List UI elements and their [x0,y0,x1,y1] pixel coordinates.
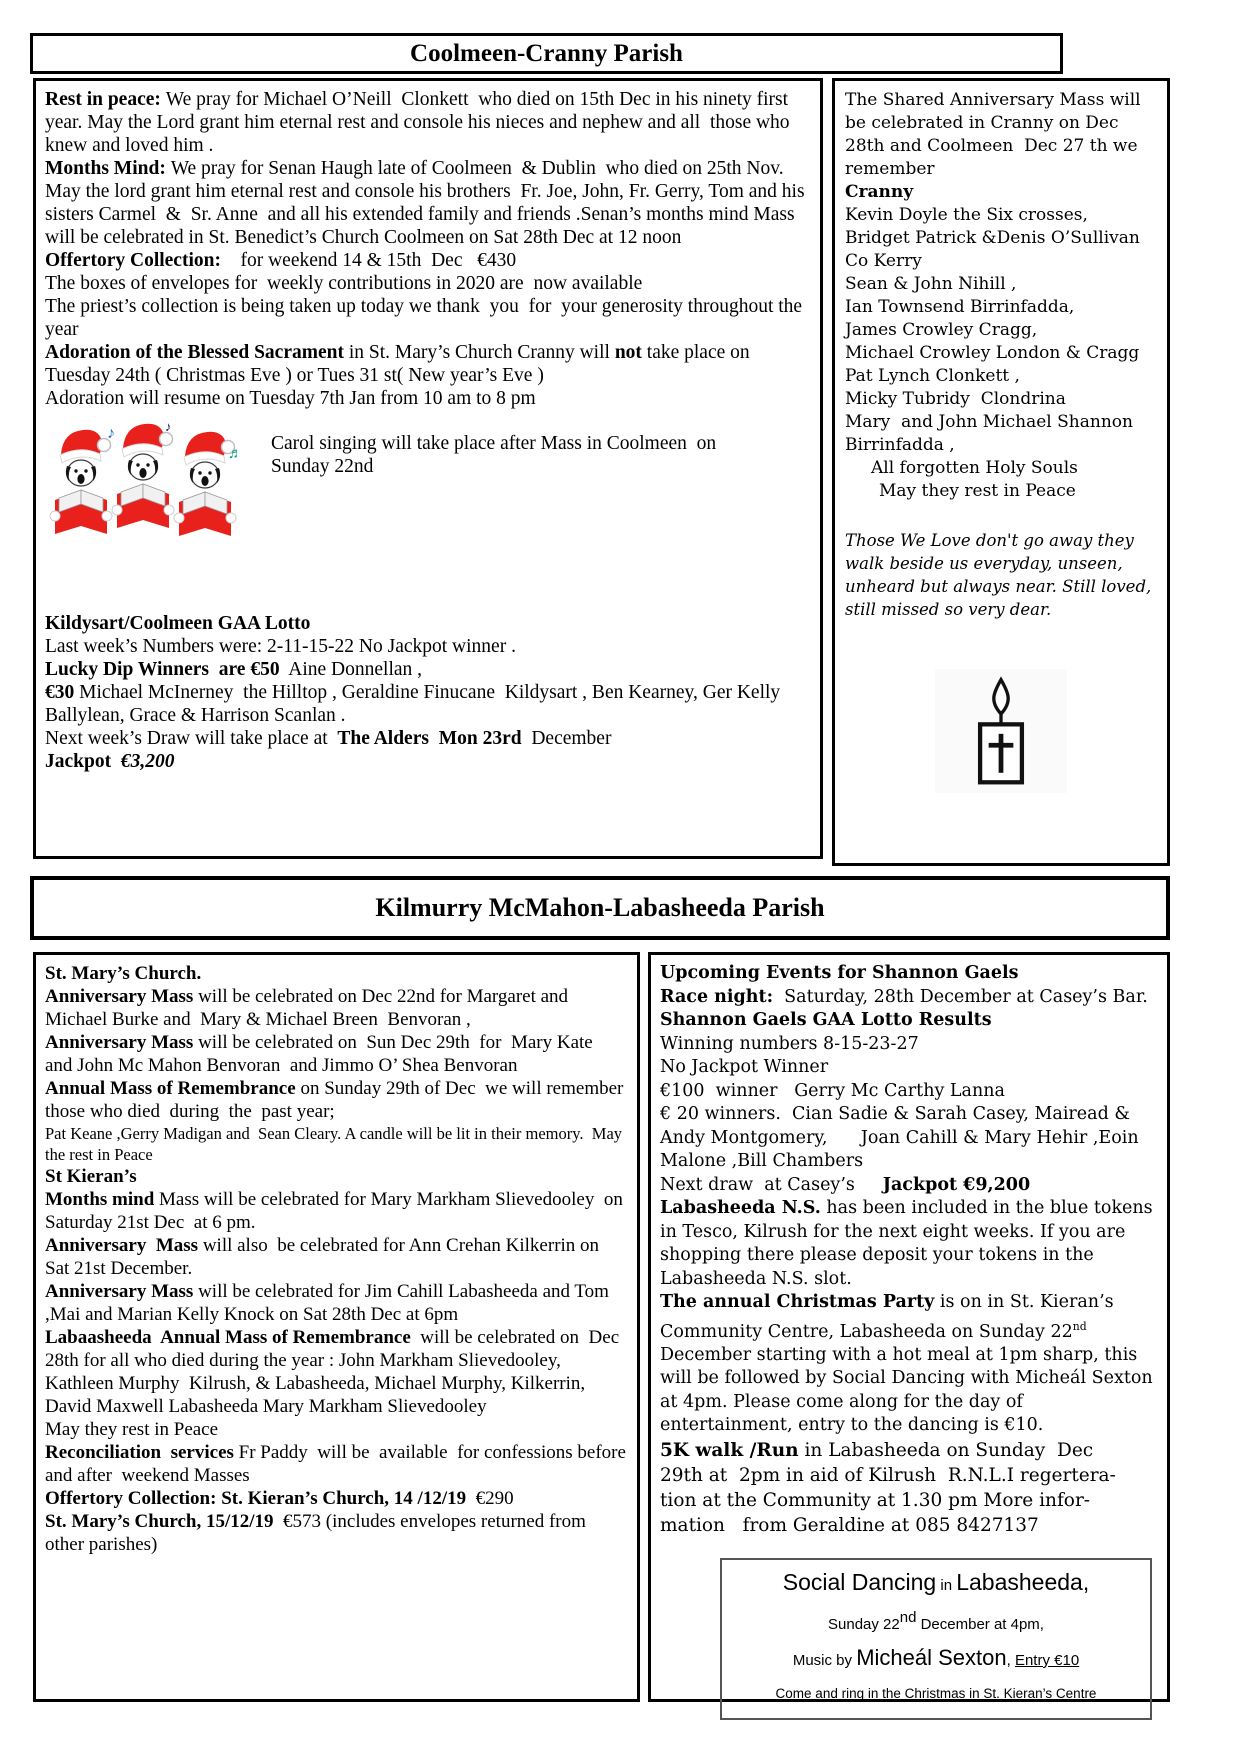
winning-numbers-line: Winning numbers 8-15-23-27 [660,1033,919,1054]
carol-singing-row [45,416,811,556]
offertory-st-kierans: Offertory Collection: St. Kieran’s Church, 14 /12/19 €290 [45,1488,514,1509]
upcoming-events-heading: Upcoming Events for Shannon Gaels [660,963,1019,983]
music-note-icon: ♪ [107,425,115,442]
st-kierans-heading: St Kieran’s [45,1166,137,1187]
social-dancing-box [720,1558,1152,1720]
jackpot-line: Jackpot €3,200 [45,751,175,772]
next-draw-jackpot-line: Next draw at Casey’s Jackpot €9,200 [660,1174,1031,1195]
coolmeen-parish-title-box [30,33,1063,74]
lucky-dip-line: Lucky Dip Winners are €50 Aine Donnellan , [45,659,423,680]
winner-100-line: €100 winner Gerry Mc Carthy Lanna [660,1080,1005,1101]
walk-5k-paragraph: 5K walk /Run in Labasheeda on Sunday Dec 29th at 2pm in aid of Kilrush R.N.L.I regertera- tion at the Community at 1.30 pm More infor- mation from Geraldine at 085 8427137 [660,1439,1116,1536]
shannon-gaels-panel [648,952,1170,1702]
shared-anniversary-intro: The Shared Anniversary Mass will be celebrated in Cranny on Dec 28th and Coolmeen Dec 27 th we remember [845,90,1147,179]
race-night-line: Race night: Saturday, 28th December at Casey’s Bar. [660,986,1148,1007]
lotto-numbers-line: Last week’s Numbers were: 2-11-15-22 No Jackpot winner . [45,636,516,657]
no-jackpot-line: No Jackpot Winner [660,1057,829,1077]
social-dancing-date-line: Sunday 22nd December at 4pm, [828,1609,1044,1634]
labasheeda-ns-paragraph: Labasheeda N.S. has been included in the blue tokens in Tesco, Kilrush for the next eight weeks. If you are shopping there please deposit your tokens in the Labasheeda N.S. slot. [660,1198,1159,1289]
next-draw-line: Next week’s Draw will take place at The Alders Mon 23rd December [45,728,612,749]
kilmurry-churches-panel [33,952,640,1702]
remembered-name: James Crowley Cragg, [845,320,1038,340]
months-mind-mass: Months mind Mass will be celebrated for Mary Markham Slievedooley on Saturday 21st Dec at 6 pm. [45,1189,628,1233]
adoration-resume-line: Adoration will resume on Tuesday 7th Jan from 10 am to 8 pm [45,388,536,409]
anniversary-mass-3: Anniversary Mass will also be celebrated for Ann Crehan Kilkerrin on Sat 21st December. [45,1235,604,1279]
memorial-candle-icon [963,673,1039,789]
anniversary-mass-2: Anniversary Mass will be celebrated on Sun Dec 29th for Mary Kate and John Mc Mahon Benvoran and Jimmo O’ Shea Benvoran [45,1032,603,1076]
remembered-name: Michael Crowley London & Cragg [845,343,1140,363]
envelopes-line: The boxes of envelopes for weekly contributions in 2020 are now available [45,273,643,294]
music-note-icon: ♪ [165,419,172,434]
adoration-paragraph: Adoration of the Blessed Sacrament in St. Mary’s Church Cranny will not take place on Tuesday 24th ( Christmas Eve ) or Tues 31 st( New year’s Eve ) [45,342,755,386]
st-marys-heading: St. Mary’s Church. [45,963,202,984]
anniversary-mass-1: Anniversary Mass will be celebrated on Dec 22nd for Margaret and Michael Burke and Mary & Michael Breen Benvoran , [45,986,573,1030]
kilmurry-parish-title-box [30,876,1170,940]
shannon-lotto-heading: Shannon Gaels GAA Lotto Results [660,1010,992,1030]
coolmeen-parish-title: Coolmeen-Cranny Parish [410,40,683,67]
social-dancing-music-line: Music by Micheál Sexton, Entry €10 [792,1644,1080,1670]
christmas-party-paragraph: The annual Christmas Party is on in St. Kieran’s Community Centre, Labasheeda on Sunday 22nd December starting with a hot meal at 1pm sharp, this will be followed by Social Dancing with Micheál Sexton at 4pm. Please come along for the day of entertainment, entry to the dancing is €10. [660,1292,1159,1436]
annual-mass-remembrance: Annual Mass of Remembrance on Sunday 29th of Dec we will remember those who died during the past year; [45,1078,629,1122]
carol-singing-text: Carol singing will take place after Mass in Coolmeen on Sunday 22nd [271,433,722,477]
offertory-collection-line: Offertory Collection: for weekend 14 & 15th Dec €430 [45,250,517,271]
rest-in-peace-paragraph: Rest in peace: We pray for Michael O’Neill Clonkett who died on 15th Dec in his ninety first year. May the Lord grant him eternal rest and console his nieces and nephew and all those who knew and loved him . [45,89,795,156]
cranny-heading: Cranny [845,182,914,202]
reconciliation-services: Reconciliation services Fr Paddy will be available for confessions before and after weekend Masses [45,1442,636,1486]
lotto-winners-30-line: €30 Michael McInerney the Hilltop , Geraldine Finucane Kildysart , Ben Kearney, Ger Kelly Ballylean, Grace & Harrison Scanlan . [45,682,786,726]
labasheeda-annual-mass: Labaasheeda Annual Mass of Remembrance will be celebrated on Dec 28th for all who died during the year : John Markham Slievedooley, Kathleen Murphy Kilrush, & Labasheeda, Michael Murphy, Kilkerrin, David Maxwell Labasheeda Mary Markham Slievedooley [45,1327,624,1417]
social-dancing-invite-line: Come and ring in the Christmas in St. Kieran’s Centre [775,1686,1097,1702]
priests-collection-line: The priest’s collection is being taken up today we thank you for your generosity throughout the year [45,296,807,340]
remembered-name: Mary and John Michael Shannon Birrinfadda , [845,412,1139,455]
remembered-name: Micky Tubridy Clondrina [845,389,1066,409]
forgotten-souls-line: All forgotten Holy Souls [871,458,1078,478]
remembered-name: Ian Townsend Birrinfadda, [845,297,1075,317]
music-note-icon: ♬ [228,446,243,462]
rest-in-peace-line: May they rest in Peace [45,1419,219,1440]
candle-image-wrap [845,669,1157,800]
memorial-quote: Those We Love don't go away they walk beside us everyday, unseen, unheard but always near. Still loved, still missed so very dear. [845,531,1157,619]
candle-memory-note: Pat Keane ,Gerry Madigan and Sean Cleary. A candle will be lit in their memory. May the rest in Peace [45,1124,627,1164]
shared-anniversary-panel [832,78,1170,866]
offertory-st-marys: St. Mary’s Church, 15/12/19 €573 (includes envelopes returned from other parishes) [45,1511,591,1555]
remembered-name: Sean & John Nihill , [845,274,1017,294]
kilmurry-parish-title: Kilmurry McMahon-Labasheeda Parish [375,893,825,922]
remembered-name: Bridget Patrick &Denis O’Sullivan Co Kerry [845,228,1146,271]
anniversary-mass-4: Anniversary Mass will be celebrated for Jim Cahill Labasheeda and Tom ,Mai and Marian Kelly Knock on Sat 28th Dec at 6pm [45,1281,614,1325]
coolmeen-main-panel [33,78,823,859]
rest-in-peace-line: May they rest in Peace [879,481,1076,501]
social-dancing-title-line: Social Dancing in Labasheeda, [782,1568,1090,1595]
gaa-lotto-heading: Kildysart/Coolmeen GAA Lotto [45,613,311,634]
remembered-name: Kevin Doyle the Six crosses, [845,205,1088,225]
remembered-name: Pat Lynch Clonkett , [845,366,1020,386]
winners-20-paragraph: € 20 winners. Cian Sadie & Sarah Casey, Mairead & Andy Montgomery, Joan Cahill & Mary Hehir ,Eoin Malone ,Bill Chambers [660,1104,1145,1171]
months-mind-paragraph: Months Mind: We pray for Senan Haugh late of Coolmeen & Dublin who died on 25th Nov. May the lord grant him eternal rest and console his brothers Fr. Joe, John, Fr. Gerry, Tom and his sisters Carmel & Sr. Anne and all his extended family and friends .Senan’s months mind Mass will be celebrated in St. Benedict’s Church Coolmeen on Sat 28th Dec at 12 noon [45,158,810,248]
carol-singers-image [45,416,245,556]
